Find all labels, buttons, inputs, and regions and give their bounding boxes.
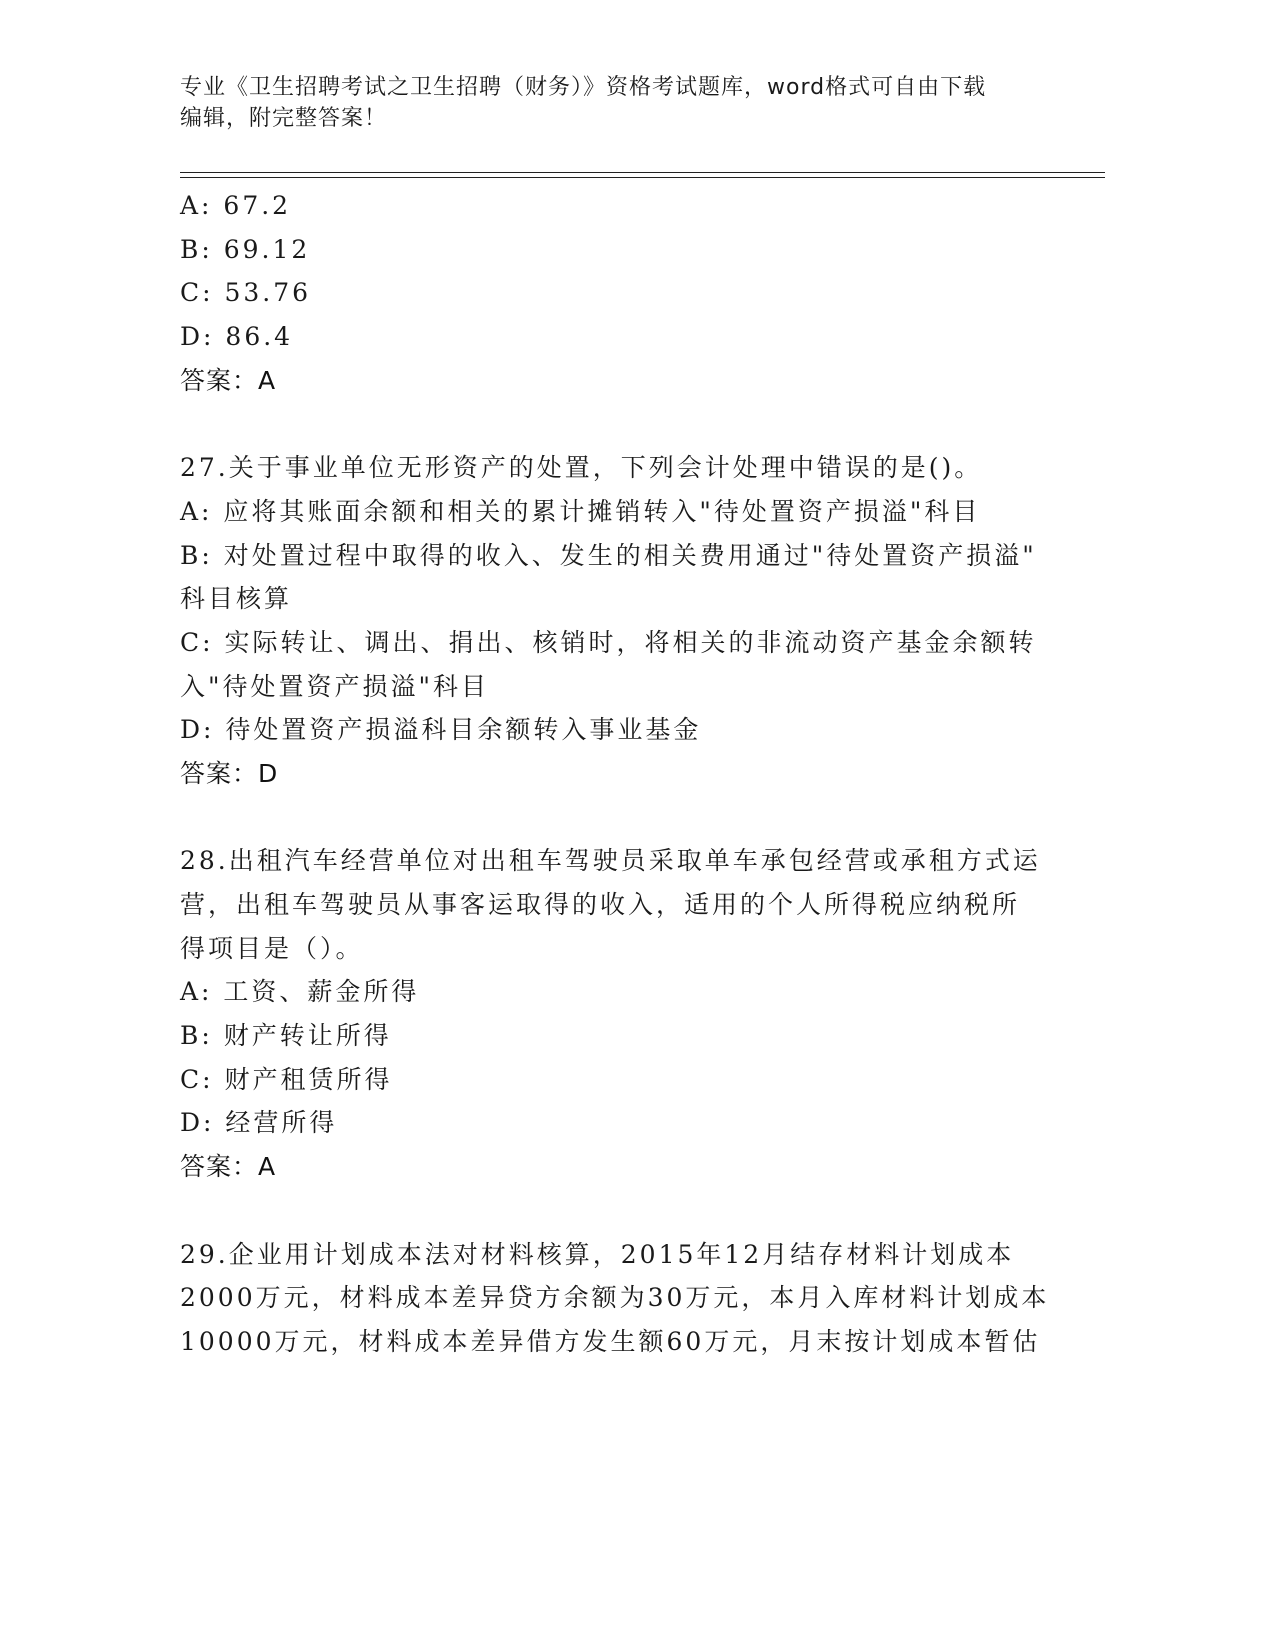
- q26-answer: 答案：A: [180, 365, 277, 395]
- question-26: [180, 184, 1080, 402]
- q29-stem-line-1: 29.企业用计划成本法对材料核算，2015年12月结存材料计划成本: [180, 1239, 1015, 1269]
- q28-option-a: A: 工资、薪金所得: [180, 977, 420, 1007]
- spacer: [180, 1189, 1080, 1233]
- header-title-line-2: 编辑，附完整答案！: [180, 106, 388, 131]
- q28-option-d: D: 经营所得: [180, 1108, 338, 1138]
- spacer: [180, 402, 1080, 446]
- q28-answer: 答案：A: [180, 1152, 277, 1182]
- question-27: [180, 446, 1080, 796]
- question-28: [180, 839, 1080, 1189]
- q29-stem-line-2: 2000万元，材料成本差异贷方余额为30万元，本月入库材料计划成本: [180, 1283, 1050, 1313]
- header-divider-top: [180, 172, 1105, 173]
- q27-option-a: A: 应将其账面余额和相关的累计摊销转入"待处置资产损溢"科目: [180, 496, 981, 526]
- q27-option-b-line-1: B: 对处置过程中取得的收入、发生的相关费用通过"待处置资产损溢": [180, 540, 1037, 570]
- q28-stem-line-2: 营，出租车驾驶员从事客运取得的收入，适用的个人所得税应纳税所: [180, 890, 1021, 919]
- q27-option-c-line-1: C: 实际转让、调出、捐出、核销时，将相关的非流动资产基金余额转: [180, 627, 1037, 657]
- q28-option-b: B: 财产转让所得: [180, 1021, 392, 1051]
- q26-option-d: D: 86.4: [180, 322, 294, 352]
- q28-option-c: C: 财产租赁所得: [180, 1064, 393, 1094]
- q27-option-c-line-2: 入"待处置资产损溢"科目: [180, 671, 489, 701]
- q28-stem-line-3: 得项目是（）。: [180, 933, 364, 963]
- q27-answer: 答案：D: [180, 758, 279, 788]
- question-29: [180, 1233, 1080, 1364]
- spacer: [180, 796, 1080, 840]
- q27-option-d: D: 待处置资产损溢科目余额转入事业基金: [180, 715, 702, 745]
- q27-option-b-line-2: 科目核算: [180, 584, 293, 614]
- q26-option-a: A: 67.2: [180, 191, 292, 220]
- q29-stem-line-3: 10000万元，材料成本差异借方发生额60万元，月末按计划成本暂估: [180, 1326, 1041, 1356]
- header-title-line-1: 专业《卫生招聘考试之卫生招聘（财务）》资格考试题库，word格式可自由下载: [180, 75, 987, 100]
- q26-option-c: C: 53.76: [180, 278, 312, 308]
- header-divider-bottom: [180, 177, 1105, 178]
- q27-stem: 27.关于事业单位无形资产的处置，下列会计处理中错误的是()。: [180, 453, 983, 483]
- q28-stem-line-1: 28.出租汽车经营单位对出租车驾驶员采取单车承包经营或承租方式运: [180, 846, 1041, 876]
- q26-option-b: B: 69.12: [180, 234, 311, 264]
- question-content: [180, 184, 1080, 1364]
- page-header: [180, 72, 1060, 134]
